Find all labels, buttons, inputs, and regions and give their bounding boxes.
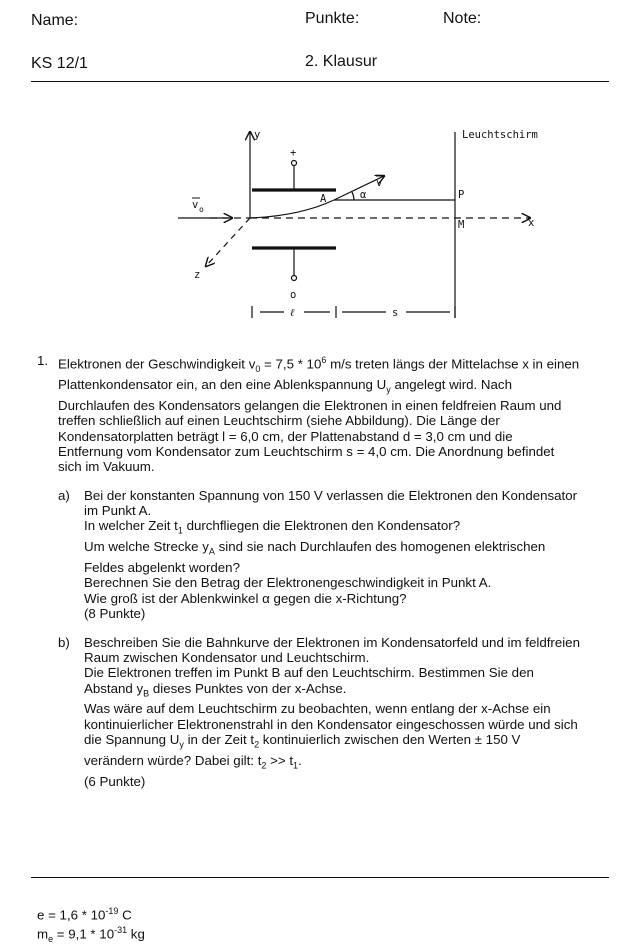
problem-number: 1. (37, 353, 49, 368)
v0-subscript: o (199, 205, 204, 214)
grade-label: Note: (443, 10, 482, 27)
part-b-line: verändern würde? Dabei gilt: $t_2 >> t_1$. (84, 752, 302, 771)
part-b-line: Die Elektronen treffen im Punkt B auf den Leuchtschirm. Bestimmen Sie den (84, 665, 534, 681)
constant-line: $m_e = 9,1 * 10^{-31}$ kg (37, 924, 145, 944)
point-a-label: A (320, 193, 327, 205)
part-a-line: Berechnen Sie den Betrag der Elektronengeschwindigkeit in Punkt A. (84, 575, 492, 591)
intro-line: Elektronen der Geschwindigkeit $v_0 = 7,5 * 10^6$ m/s treten längs der Mittelachse x in einen (58, 355, 580, 375)
part-b-text (84, 635, 634, 789)
constant-line: $e = 1,6 * 10^{-19}$ C (37, 906, 132, 923)
exam-title: 2. Klausur (305, 53, 378, 70)
part-a-line: im Punkt A. (84, 503, 152, 519)
intro-line: Durchlaufen des Kondensators gelangen die Elektronen in einen feldfreien Raum und (58, 398, 562, 414)
intro-line: Plattenkondensator ein, an den eine Ablenkspannung $U_y$ angelegt wird. Nach (58, 377, 512, 395)
part-a-line: Wie groß ist der Ablenkwinkel α gegen die x-Richtung? (84, 590, 407, 606)
upper-terminal (292, 161, 297, 166)
capacitor-diagram (170, 118, 570, 328)
intro-line: treffen schließlich auf einen Leuchtschirm (siehe Abbildung). Die Länge der (58, 413, 500, 429)
problem-intro (58, 353, 628, 474)
length-s-label: s (392, 307, 399, 319)
y-axis-label: y (254, 129, 261, 141)
x-axis-label: x (528, 217, 535, 229)
deflection-figure (170, 118, 570, 333)
constants-block (37, 904, 145, 947)
intro-line: Entfernung vom Kondensator zum Leuchtschirm s = 4,0 cm. Die Anordnung befindet (58, 443, 555, 459)
part-b-line: Raum zwischen Kondensator und Leuchtschirm. (84, 650, 370, 666)
z-axis-label: z (194, 269, 201, 281)
alpha-arc (352, 192, 354, 200)
footer-rule (31, 877, 609, 878)
part-a-line: Um welche Strecke $y_A$ sind sie nach Durchlaufen des homogenen elektrischen (84, 539, 546, 557)
name-label: Name: (31, 12, 79, 29)
v0-label: v (192, 199, 199, 211)
plus-label: + (290, 147, 297, 159)
point-m-label: M (458, 219, 465, 231)
course-label: KS 12/1 (31, 55, 88, 72)
points-label: Punkte: (305, 10, 360, 27)
part-a-label: a) (58, 488, 70, 503)
v-label: v (376, 177, 383, 189)
part-b-line: Beschreiben Sie die Bahnkurve der Elektronen im Kondensatorfeld und im feldfreien (84, 635, 580, 650)
z-axis-line (206, 218, 250, 266)
part-b-line: (6 Punkte) (84, 773, 146, 789)
part-a-line: Bei der konstanten Spannung von 150 V verlassen die Elektronen den Kondensator (84, 488, 578, 503)
minus-label: o (290, 289, 297, 301)
part-b-line: kontinuierlicher Elektronenstrahl in den Kondensator eingeschossen würde und sich (84, 716, 578, 732)
part-b-label: b) (58, 635, 70, 650)
alpha-label: α (360, 189, 367, 201)
point-p-label: P (458, 189, 465, 201)
part-b-line: Was wäre auf dem Leuchtschirm zu beobachten, wenn entlang der x-Achse ein (84, 701, 551, 717)
part-a-line: (8 Punkte) (84, 605, 146, 621)
part-a-text (84, 488, 634, 621)
length-l-label: ℓ (290, 307, 295, 319)
screen-label: Leuchtschirm (462, 129, 538, 141)
part-a-line: Feldes abgelenkt worden? (84, 560, 240, 576)
intro-line: sich im Vakuum. (58, 458, 155, 474)
intro-line: Kondensatorplatten beträgt l = 6,0 cm, der Plattenabstand d = 3,0 cm und die (58, 428, 513, 444)
part-b-line: die Spannung $U_y$ in der Zeit $t_2$ kontinuierlich zwischen den Werten ± 150 V (84, 731, 521, 750)
header-rule (31, 81, 609, 82)
lower-terminal (292, 276, 297, 281)
part-a-line: In welcher Zeit $t_1$ durchfliegen die Elektronen den Kondensator? (84, 518, 461, 537)
part-b-line: Abstand $y_B$ dieses Punktes von der x-Achse. (84, 680, 347, 699)
